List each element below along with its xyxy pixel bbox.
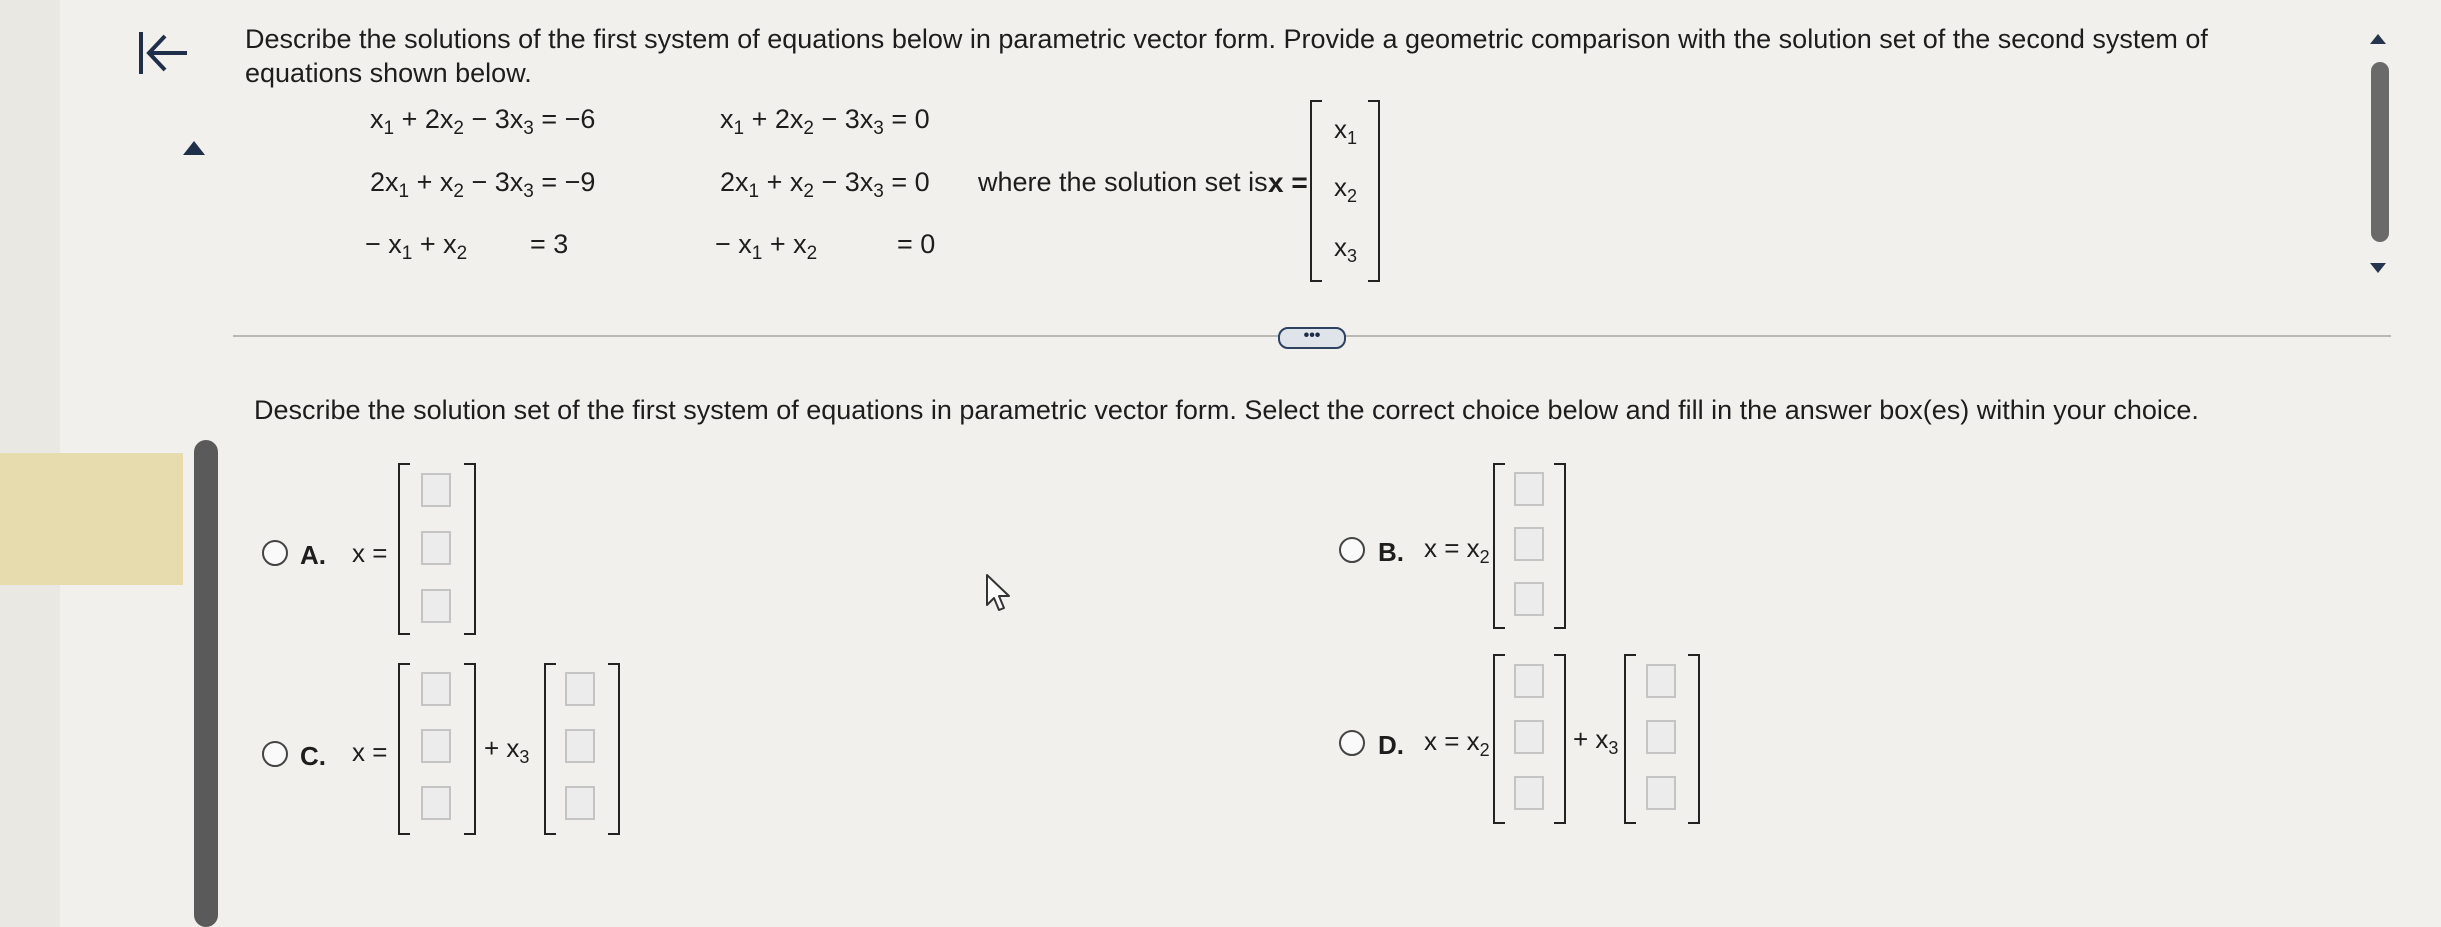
back-to-start-icon[interactable] — [135, 28, 195, 78]
option-d-bracket2-left — [1624, 654, 1636, 824]
option-c-box-5[interactable] — [565, 729, 595, 763]
option-c-box-4[interactable] — [565, 672, 595, 706]
option-d-bracket1-right — [1554, 654, 1566, 824]
option-c-letter: C. — [300, 741, 326, 771]
more-button[interactable]: ••• — [1278, 327, 1346, 349]
option-d-box-2[interactable] — [1514, 720, 1544, 754]
left-scrollbar[interactable] — [194, 440, 218, 927]
option-c-bracket2-right — [608, 663, 620, 835]
option-a-box-1[interactable] — [421, 473, 451, 507]
option-d-box-6[interactable] — [1646, 776, 1676, 810]
option-d-letter: D. — [1378, 730, 1404, 760]
option-c-box-2[interactable] — [421, 729, 451, 763]
option-b-box-1[interactable] — [1514, 472, 1544, 506]
option-b-radio[interactable] — [1339, 537, 1365, 563]
system1-eq1: $x_1 + 2x_2 - 3x_3 = -6$ — [370, 104, 596, 139]
system1-eq3: − $x_1 + x_2$ — [365, 229, 468, 264]
sticky-note — [0, 453, 183, 585]
instruction-text: Describe the solution set of the first system of equations in parametric vector form. Select the correct choice below and fill in the answer box(es) within your choice. — [254, 395, 2199, 425]
solution-set-text: where the solution set is — [978, 167, 1268, 197]
option-a-letter: A. — [300, 540, 326, 570]
option-d-box-3[interactable] — [1514, 776, 1544, 810]
option-c-bracket1-left — [398, 663, 410, 835]
option-c-bracket1-right — [464, 663, 476, 835]
option-a-box-3[interactable] — [421, 589, 451, 623]
right-scrollbar-thumb[interactable] — [2371, 62, 2389, 242]
option-a-bracket-left — [398, 463, 410, 635]
option-d-box-1[interactable] — [1514, 664, 1544, 698]
option-a-lhs: x = — [352, 538, 388, 568]
vector-entry-x3: $x_3$ — [1334, 232, 1358, 266]
scroll-down-icon[interactable] — [2370, 263, 2386, 273]
vector-left-bracket — [1310, 100, 1322, 282]
vector-entry-x2: $x_2$ — [1334, 172, 1358, 206]
question-text: Describe the solutions of the first system of equations below in parametric vector form. Provide a geometric comparison with the solution set of the second system of equations shown below. — [245, 24, 2208, 88]
option-d-box-5[interactable] — [1646, 720, 1676, 754]
option-b-lhs: $x = x_2$ — [1424, 533, 1490, 567]
option-b-box-2[interactable] — [1514, 527, 1544, 561]
system1-eq3-rhs: = 3 — [530, 229, 569, 259]
system1-eq2: $2x_1 + x_2 - 3x_3 = -9$ — [370, 167, 596, 202]
option-d-box-4[interactable] — [1646, 664, 1676, 698]
option-a-box-2[interactable] — [421, 531, 451, 565]
option-d-lhs: $x = x_2$ — [1424, 726, 1490, 760]
vector-entry-x1: $x_1$ — [1334, 114, 1358, 148]
vector-right-bracket — [1368, 100, 1380, 282]
option-b-bracket-right — [1554, 463, 1566, 629]
mouse-cursor-icon — [985, 573, 1015, 615]
scroll-up-icon[interactable] — [2370, 34, 2386, 44]
option-b-letter: B. — [1378, 537, 1404, 567]
option-b-box-3[interactable] — [1514, 582, 1544, 616]
system2-eq3: − $x_1 + x_2$ — [715, 229, 818, 264]
option-a-bracket-right — [464, 463, 476, 635]
system2-eq3-rhs: = 0 — [897, 229, 936, 259]
option-c-x3-term: + $x_3$ — [484, 733, 530, 767]
option-d-bracket1-left — [1493, 654, 1505, 824]
option-c-box-1[interactable] — [421, 672, 451, 706]
collapse-arrow-icon[interactable] — [183, 141, 205, 155]
option-c-box-3[interactable] — [421, 786, 451, 820]
option-d-x3-term: + $x_3$ — [1573, 724, 1619, 758]
option-d-radio[interactable] — [1339, 730, 1365, 756]
option-c-box-6[interactable] — [565, 786, 595, 820]
option-d-bracket2-right — [1688, 654, 1700, 824]
option-b-bracket-left — [1493, 463, 1505, 629]
option-c-bracket2-left — [544, 663, 556, 835]
system2-eq1: $x_1 + 2x_2 - 3x_3 = 0$ — [720, 104, 930, 139]
system2-eq2: $2x_1 + x_2 - 3x_3 = 0$ — [720, 167, 930, 202]
option-a-radio[interactable] — [262, 540, 288, 566]
solution-vector-label: x = — [1268, 167, 1308, 198]
option-c-radio[interactable] — [262, 741, 288, 767]
option-c-lhs: x = — [352, 737, 388, 767]
